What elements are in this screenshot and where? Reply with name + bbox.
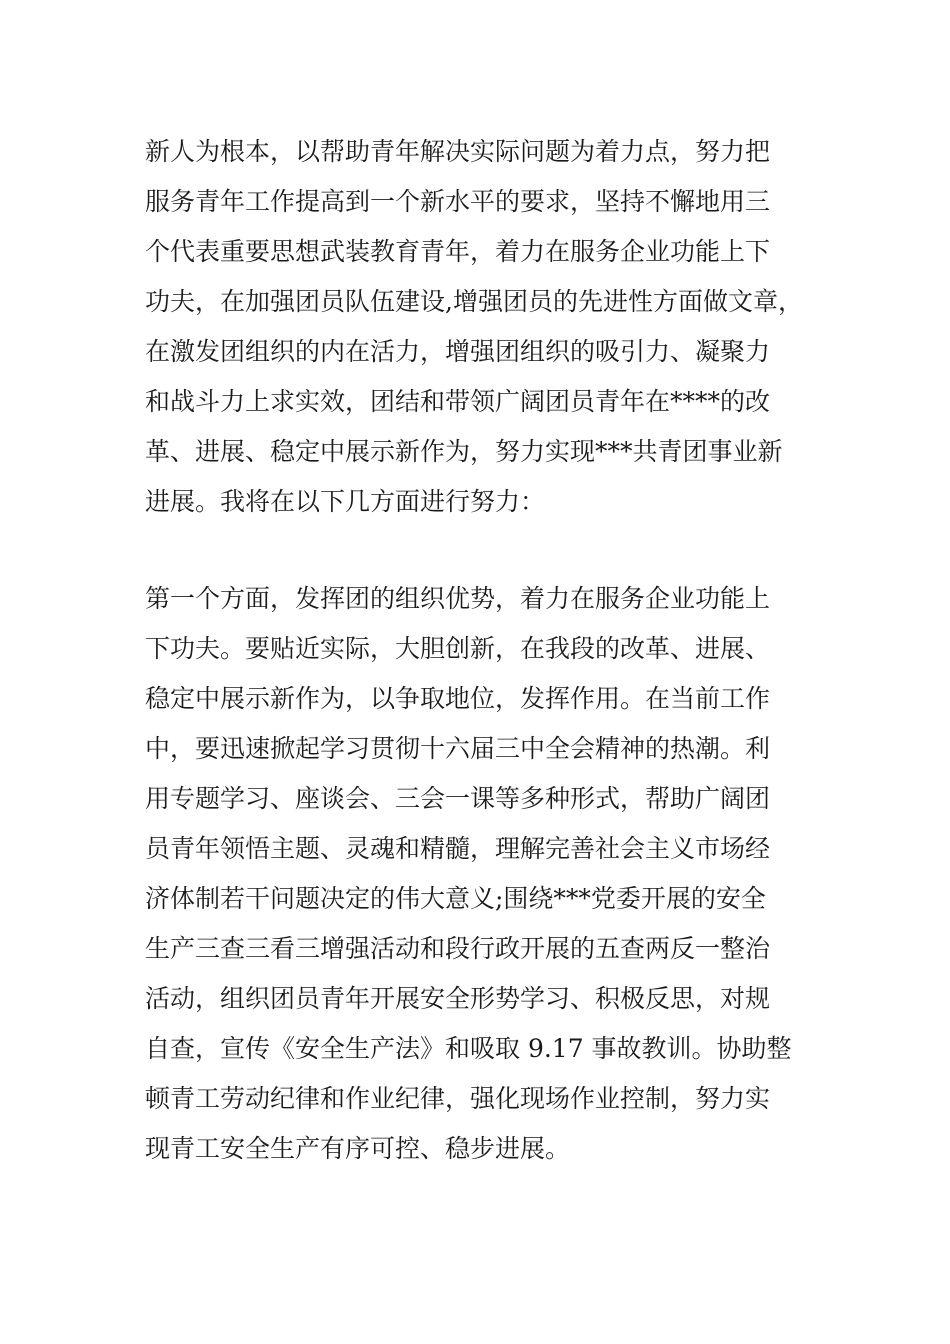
paragraph-line: 用专题学习、座谈会、三会一课等多种形式，帮助广阔团 [145, 784, 771, 813]
paragraph-line: 自查，宣传《安全生产法》和吸取 9.17 事故教训。协助整 [145, 1034, 792, 1063]
paragraph-line: 员青年领悟主题、灵魂和精髓，理解完善社会主义市场经 [145, 834, 771, 863]
paragraph-line: 下功夫。要贴近实际，大胆创新，在我段的改革、进展、 [145, 634, 771, 663]
paragraph-line: 顿青工劳动纪律和作业纪律，强化现场作业控制，努力实 [145, 1084, 771, 1113]
paragraph-line: 活动，组织团员青年开展安全形势学习、积极反思，对规 [145, 984, 771, 1013]
paragraph-line: 功夫，在加强团员队伍建设,增强团员的先进性方面做文章， [145, 287, 803, 316]
paragraph-line: 个代表重要思想武装教育青年，着力在服务企业功能上下 [145, 237, 771, 266]
paragraph-line: 在激发团组织的内在活力，增强团组织的吸引力、凝聚力 [145, 337, 771, 366]
paragraph-line: 现青工安全生产有序可控、稳步进展。 [145, 1134, 571, 1163]
paragraph-line: 革、进展、稳定中展示新作为，努力实现***共青团事业新 [145, 437, 783, 466]
paragraph-line: 生产三查三看三增强活动和段行政开展的五查两反一整治 [145, 934, 771, 963]
paragraph-line: 服务青年工作提高到一个新水平的要求，坚持不懈地用三 [145, 187, 771, 216]
paragraph-line: 进展。我将在以下几方面进行努力： [145, 487, 546, 516]
paragraph-line: 第一个方面，发挥团的组织优势，着力在服务企业功能上 [145, 584, 771, 613]
paragraph-line: 中，要迅速掀起学习贯彻十六届三中全会精神的热潮。利 [145, 734, 771, 763]
paragraph-line: 济体制若干问题决定的伟大意义;围绕***党委开展的安全 [145, 884, 766, 913]
paragraph-line: 稳定中展示新作为，以争取地位，发挥作用。在当前工作 [145, 684, 771, 713]
paragraph-line: 和战斗力上求实效，团结和带领广阔团员青年在****的改 [145, 387, 771, 416]
paragraph-line: 新人为根本，以帮助青年解决实际问题为着力点，努力把 [145, 137, 771, 166]
